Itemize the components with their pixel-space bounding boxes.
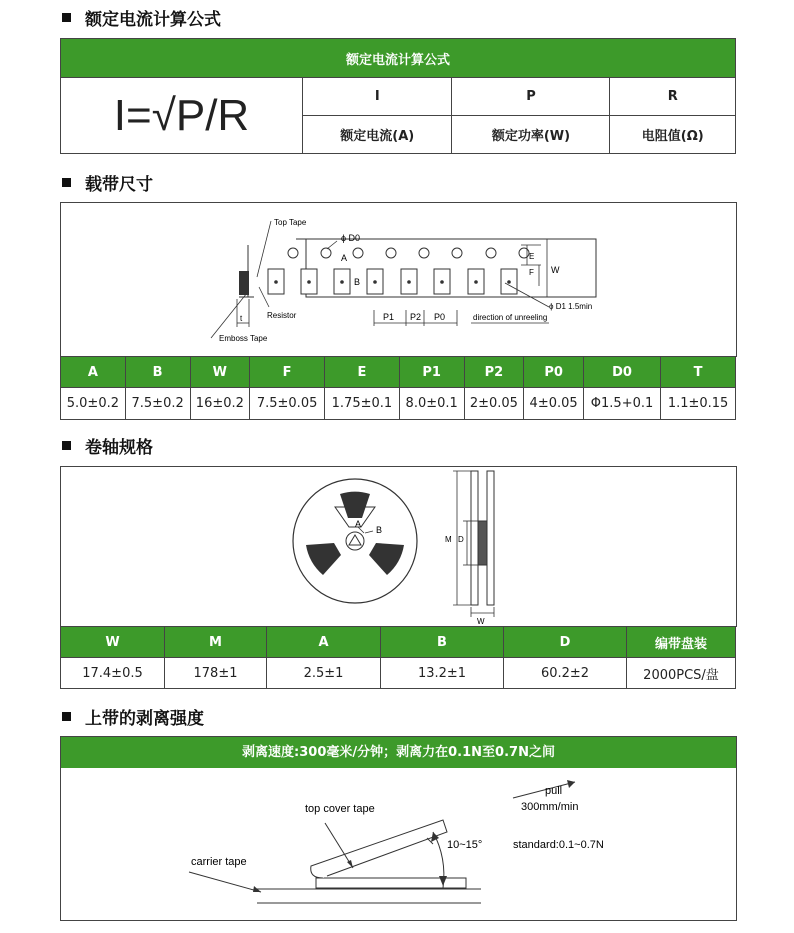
label-carrier-tape: carrier tape bbox=[191, 856, 247, 868]
value-cell: 7.5±0.2 bbox=[125, 388, 190, 420]
formula-display: I=√P/R bbox=[61, 78, 303, 154]
value-cell: 17.4±0.5 bbox=[61, 658, 165, 689]
value-cell: 178±1 bbox=[165, 658, 267, 689]
header-cell: A bbox=[61, 357, 126, 388]
symbol-cell: I bbox=[303, 78, 452, 116]
value-cell: 8.0±0.1 bbox=[399, 388, 464, 420]
header-cell: F bbox=[250, 357, 325, 388]
peel-banner: 剥离速度:300毫米/分钟；剥离力在0.1N至0.7N之间 bbox=[60, 736, 737, 770]
quantity-name-cell: 额定功率(W) bbox=[452, 116, 610, 154]
label-f: F bbox=[529, 268, 534, 277]
formula-table bbox=[60, 38, 736, 154]
label-d0: ϕ D0 bbox=[341, 233, 361, 243]
label-reel-d: D bbox=[458, 535, 464, 544]
label-p0: P0 bbox=[434, 312, 446, 322]
header-cell: D bbox=[504, 627, 627, 658]
section-title-peel-strength: 上带的剥离强度 bbox=[62, 704, 204, 729]
symbol-cell: R bbox=[610, 78, 736, 116]
header-cell: T bbox=[661, 357, 736, 388]
tape-drawing-box bbox=[60, 202, 737, 357]
reel-diagram bbox=[61, 467, 736, 627]
bullet-square-icon bbox=[62, 712, 71, 721]
label-w: W bbox=[551, 265, 560, 275]
value-cell: 5.0±0.2 bbox=[61, 388, 126, 420]
header-cell: B bbox=[125, 357, 190, 388]
label-top-cover-tape: top cover tape bbox=[305, 803, 375, 815]
header-cell: A bbox=[267, 627, 381, 658]
reel-table bbox=[60, 626, 736, 689]
peel-strength-diagram bbox=[61, 768, 736, 920]
value-cell: 1.1±0.15 bbox=[661, 388, 736, 420]
formula-table-header: 额定电流计算公式 bbox=[61, 39, 736, 78]
bullet-square-icon bbox=[62, 441, 71, 450]
quantity-name-cell: 额定电流(A) bbox=[303, 116, 452, 154]
label-pull: pull bbox=[545, 785, 563, 797]
header-cell: B bbox=[381, 627, 504, 658]
label-resistor: Resistor bbox=[267, 311, 297, 320]
value-cell: Φ1.5+0.1 bbox=[583, 388, 660, 420]
value-cell: 60.2±2 bbox=[504, 658, 627, 689]
peel-drawing-box bbox=[60, 768, 737, 921]
label-b: B bbox=[354, 277, 361, 287]
value-cell: 4±0.05 bbox=[524, 388, 584, 420]
value-cell: 2000PCS/盘 bbox=[627, 658, 736, 689]
reel-drawing-box bbox=[60, 466, 737, 627]
value-cell: 13.2±1 bbox=[381, 658, 504, 689]
header-cell: P1 bbox=[399, 357, 464, 388]
header-cell: E bbox=[325, 357, 400, 388]
label-direction: direction of unreeling bbox=[473, 313, 548, 322]
label-a: A bbox=[341, 253, 348, 263]
value-cell: 1.75±0.1 bbox=[325, 388, 400, 420]
header-cell: M bbox=[165, 627, 267, 658]
header-cell: W bbox=[190, 357, 250, 388]
symbol-cell: P bbox=[452, 78, 610, 116]
label-reel-m: M bbox=[445, 535, 452, 544]
label-p2: P2 bbox=[410, 312, 422, 322]
label-speed: 300mm/min bbox=[521, 801, 579, 813]
header-cell: W bbox=[61, 627, 165, 658]
header-cell: 编带盘装 bbox=[627, 627, 736, 658]
value-cell: 16±0.2 bbox=[190, 388, 250, 420]
label-reel-b: B bbox=[376, 525, 383, 535]
label-reel-w: W bbox=[477, 617, 485, 626]
label-t: t bbox=[240, 314, 243, 323]
bullet-square-icon bbox=[62, 13, 71, 22]
header-cell: P0 bbox=[524, 357, 584, 388]
header-cell: P2 bbox=[464, 357, 524, 388]
bullet-square-icon bbox=[62, 178, 71, 187]
label-e: E bbox=[529, 252, 535, 261]
label-p1: P1 bbox=[383, 312, 395, 322]
label-d1: ϕ D1 1.5min bbox=[549, 302, 593, 311]
value-cell: 2±0.05 bbox=[464, 388, 524, 420]
section-title-tape-size: 载带尺寸 bbox=[62, 170, 153, 195]
label-top-tape: Top Tape bbox=[274, 218, 307, 227]
value-cell: 7.5±0.05 bbox=[250, 388, 325, 420]
carrier-tape-diagram bbox=[61, 203, 736, 357]
value-cell: 2.5±1 bbox=[267, 658, 381, 689]
section-title-formula: 额定电流计算公式 bbox=[62, 5, 221, 30]
label-reel-a: A bbox=[355, 519, 362, 529]
label-angle: 10~15° bbox=[447, 839, 483, 851]
section-title-reel: 卷轴规格 bbox=[62, 433, 153, 458]
label-standard: standard:0.1~0.7N bbox=[513, 839, 604, 851]
tape-size-table bbox=[60, 356, 736, 420]
header-cell: D0 bbox=[583, 357, 660, 388]
quantity-name-cell: 电阻值(Ω) bbox=[610, 116, 736, 154]
label-emboss-tape: Emboss Tape bbox=[219, 334, 268, 343]
